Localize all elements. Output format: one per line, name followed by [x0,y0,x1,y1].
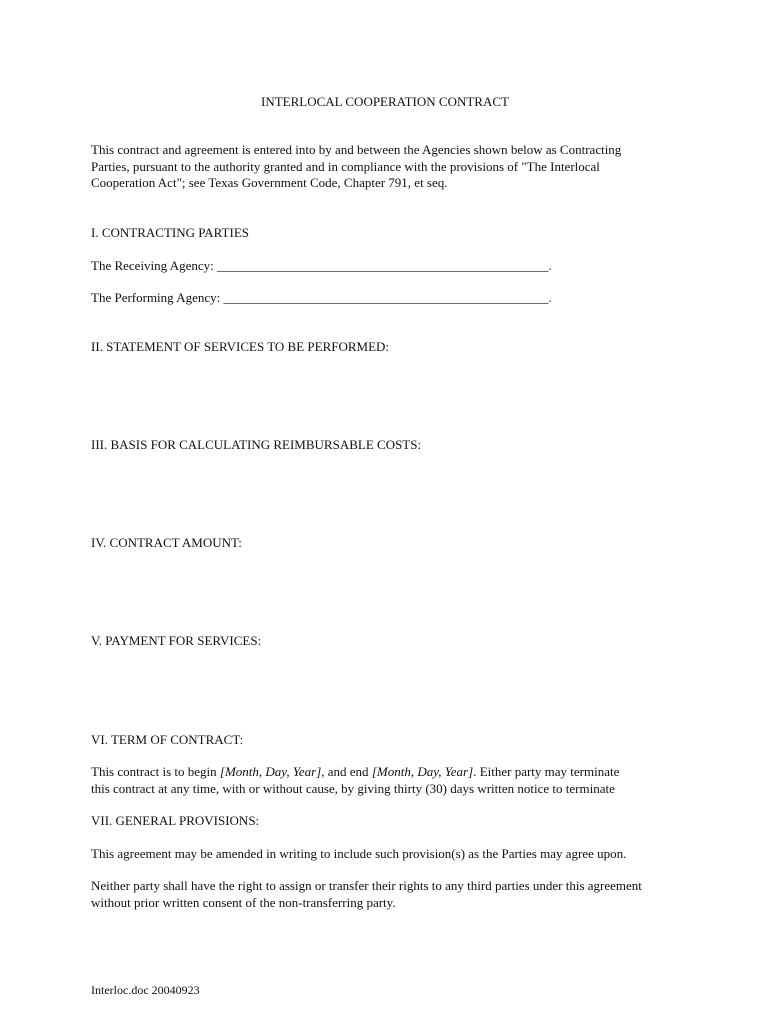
section-heading-payment-for-services: V. PAYMENT FOR SERVICES: [91,633,262,648]
section-heading-statement-of-services: II. STATEMENT OF SERVICES TO BE PERFORMED: [91,339,390,354]
section-heading-contract-amount: IV. CONTRACT AMOUNT: [91,535,242,550]
section-heading-general-provisions: VII. GENERAL PROVISIONS: [91,813,260,828]
section-heading-term-of-contract: VI. TERM OF CONTRACT: [91,732,244,747]
term-text: . Either party may terminate [473,764,620,779]
term-line-1 [91,764,691,781]
intro-line: Parties, pursuant to the authority granted and in compliance with the provisions of "The Interlocal [91,158,600,174]
page-title: INTERLOCAL COOPERATION CONTRACT [261,94,509,109]
intro-line: Cooperation Act"; see Texas Government Code, Chapter 791, et seq. [91,175,448,190]
start-date-placeholder: [Month, Day, Year] [219,764,322,779]
section-heading-reimbursable-costs: III. BASIS FOR CALCULATING REIMBURSABLE COSTS: [91,437,422,452]
term-paragraph [91,764,691,797]
assignment-paragraph [91,878,691,911]
intro-paragraph [91,142,691,192]
document-footer: Interloc.doc 20040923 [91,983,200,997]
assignment-line: without prior written consent of the non-transferring party. [91,894,396,910]
performing-agency-field: The Performing Agency: __________________________________________________. [91,290,552,305]
amendment-paragraph: This agreement may be amended in writing to include such provision(s) as the Parties may agree upon. [91,846,627,861]
receiving-agency-field: The Receiving Agency: ___________________________________________________. [91,258,552,273]
end-date-placeholder: [Month, Day, Year] [371,764,474,779]
term-line-2: this contract at any time, with or without cause, by giving thirty (30) days written notice to terminate [91,780,615,796]
section-heading-contracting-parties: I. CONTRACTING PARTIES [91,225,249,240]
term-text: This contract is to begin [91,764,220,779]
assignment-line: Neither party shall have the right to assign or transfer their rights to any third parties under this agreement [91,878,642,893]
intro-line: This contract and agreement is entered into by and between the Agencies shown below as Contracting [91,142,622,157]
term-text: , and end [321,764,372,779]
